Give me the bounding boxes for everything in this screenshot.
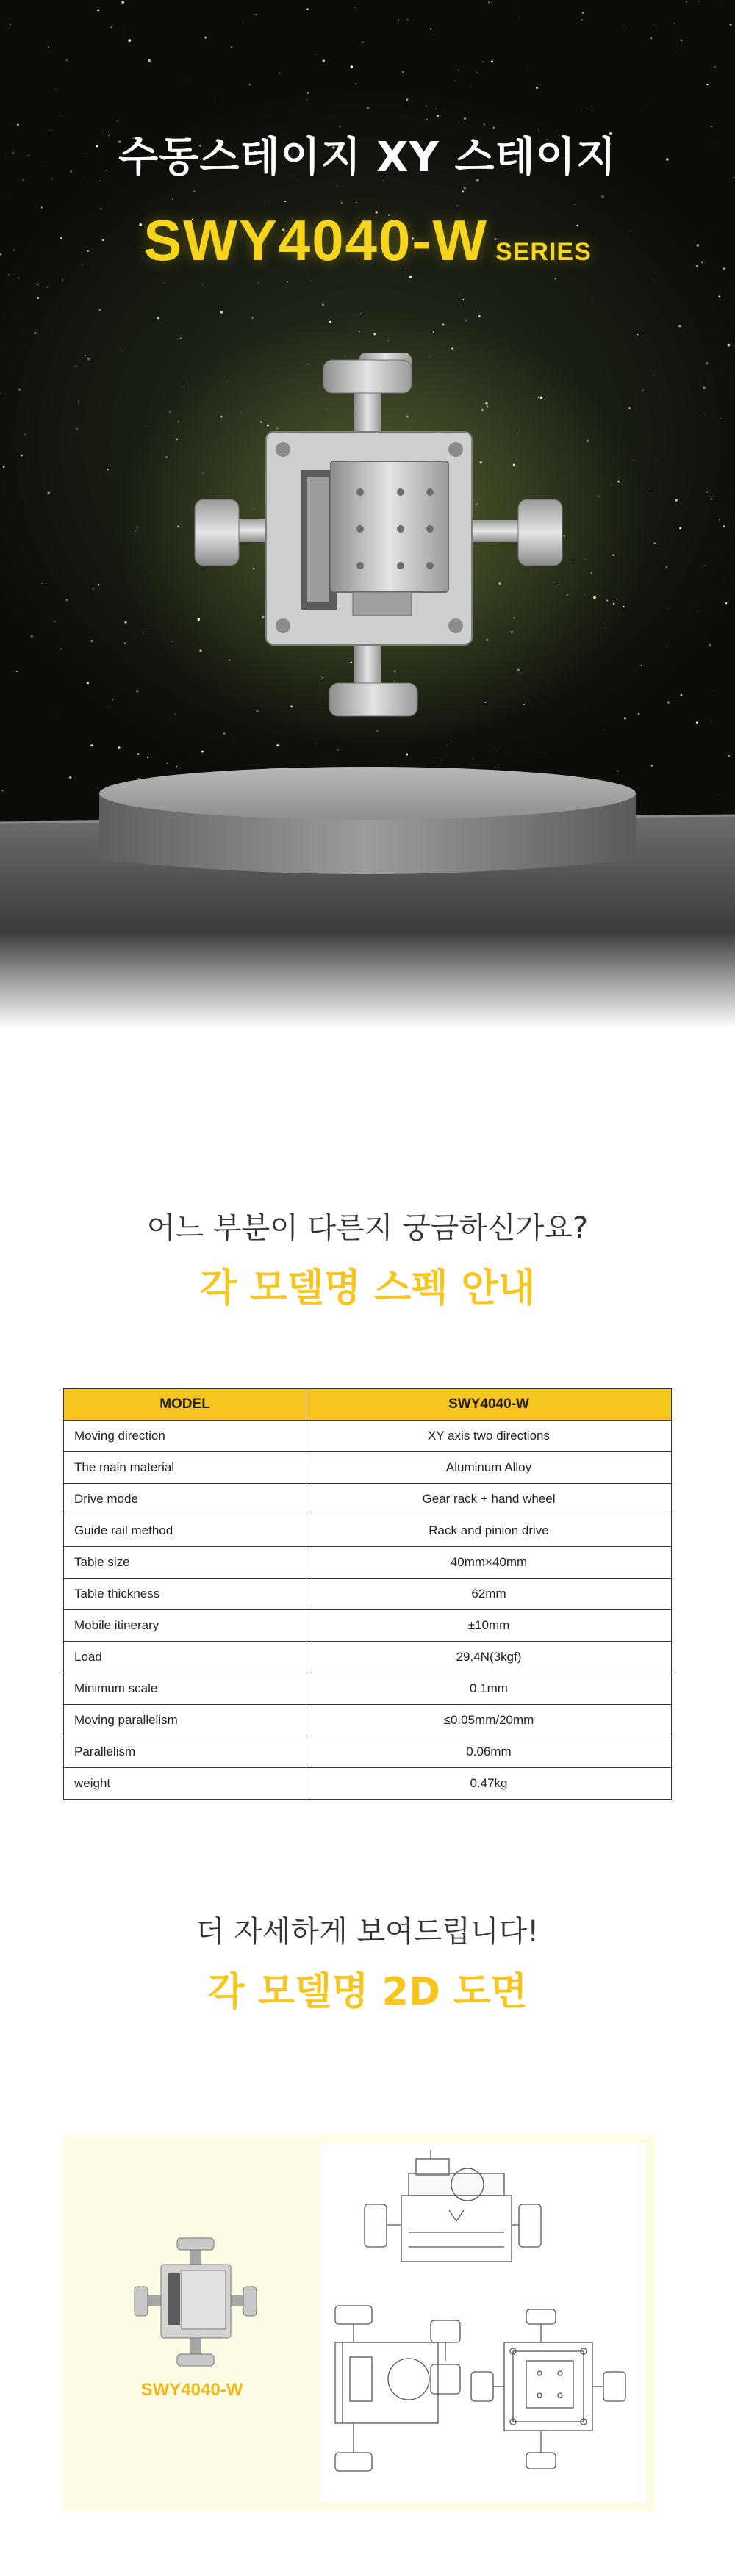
spec-question: 어느 부분이 다른지 궁금하신가요? [146,1211,589,1245]
row-value: ≤0.05mm/20mm [306,1705,672,1736]
star [465,319,467,321]
row-value: 0.47kg [306,1768,672,1800]
star [730,24,732,26]
star [48,46,49,48]
star [476,72,478,73]
star [601,195,604,198]
star [360,313,362,314]
row-value: XY axis two directions [306,1421,672,1452]
drawing-model-label: SWY4040-W [140,2380,243,2400]
star [463,299,465,300]
star [251,317,253,319]
star [193,190,196,192]
header-model-value: SWY4040-W [306,1389,672,1421]
star [367,107,369,109]
star [122,1,124,4]
star [478,315,481,317]
star [426,105,427,107]
star [279,72,280,73]
star [575,204,576,205]
row-label: Guide rail method [64,1515,306,1547]
table-row [64,1642,672,1673]
star [491,60,493,62]
star [482,61,484,62]
row-label: Moving direction [64,1421,306,1452]
row-value: 62mm [306,1579,672,1610]
row-value: Gear rack + hand wheel [306,1484,672,1515]
star [231,46,233,48]
star [204,37,207,39]
star [681,40,683,42]
hero-title: 수동스테이지 XY 스테이지 [118,134,617,181]
star [164,283,165,284]
star [10,24,11,25]
star [97,10,99,12]
header-model: MODEL [64,1389,306,1421]
star [488,1,490,3]
star [464,187,466,189]
star [65,59,68,61]
row-value: 40mm×40mm [306,1547,672,1579]
row-value: Aluminum Alloy [306,1452,672,1484]
star [409,276,412,278]
row-value: 0.1mm [306,1673,672,1705]
star [354,7,355,8]
star [407,19,409,21]
star [355,83,356,84]
star [111,26,112,28]
drawing-heading: 각 모델명 2D 도면 [207,1970,528,2014]
star [437,115,439,117]
row-label: The main material [64,1452,306,1484]
spec-table [63,1388,672,1800]
star [157,317,159,320]
star [322,59,325,62]
star [215,100,216,101]
drawing-question: 더 자세하게 보여드립니다! [196,1915,539,1949]
drawing-panel [63,2134,656,2512]
star [464,117,467,120]
star [56,88,57,89]
star [456,205,458,206]
star [706,84,708,85]
drawing-section-heading [0,1908,735,2016]
star [322,304,323,306]
row-value: 29.4N(3kgf) [306,1642,672,1673]
star [362,41,364,43]
star [426,119,428,120]
star [172,198,173,200]
hero-model-name [0,207,735,274]
star [471,86,472,87]
row-label: Drive mode [64,1484,306,1515]
row-label: Load [64,1642,306,1673]
spec-section-heading [0,1205,735,1312]
star [698,1,699,2]
row-value: ±10mm [306,1610,672,1642]
row-label: Moving parallelism [64,1705,306,1736]
star [258,283,259,284]
table-row [64,1736,672,1768]
star [356,202,357,203]
table-row [64,1705,672,1736]
star [123,30,124,31]
star [554,278,556,280]
star [581,19,583,21]
star [650,37,653,40]
star [458,69,459,71]
table-row [64,1484,672,1515]
star [117,120,118,122]
star [202,284,204,286]
star [306,99,307,100]
table-row [64,1421,672,1452]
star [62,279,63,280]
star [591,106,592,107]
spec-heading: 각 모델명 스펙 안내 [199,1266,536,1310]
row-label: Mobile itinerary [64,1610,306,1642]
star [220,311,223,314]
row-value: 0.06mm [306,1736,672,1768]
star [98,309,101,311]
star [402,71,404,73]
spec-table-header [64,1389,672,1421]
star [148,59,151,62]
row-label: Table size [64,1547,306,1579]
technical-drawing-lines [320,2144,645,2502]
star [536,87,538,89]
row-label: weight [64,1768,306,1800]
hero-model-main: SWY4040-W [143,208,489,273]
product-render [0,323,735,1028]
table-row [64,1515,672,1547]
star [17,277,18,278]
table-row [64,1579,672,1610]
star [46,287,47,288]
row-value: Rack and pinion drive [306,1515,672,1547]
star [128,39,131,42]
star [37,297,39,299]
star [255,14,256,15]
star [462,190,464,192]
table-row [64,1768,672,1800]
star [430,28,431,29]
row-label: Minimum scale [64,1673,306,1705]
star [624,25,625,26]
star [714,66,716,68]
star [340,202,343,204]
hero-banner [0,0,735,1028]
row-label: Parallelism [64,1736,306,1768]
star [718,295,720,297]
star [249,84,251,86]
table-row [64,1610,672,1642]
product-thumbnail [133,2237,258,2369]
star [7,274,10,276]
star [37,284,38,285]
star [284,201,286,203]
technical-drawing [320,2144,645,2502]
row-label: Table thickness [64,1579,306,1610]
star [582,12,584,14]
table-row [64,1452,672,1484]
star [406,98,409,101]
table-row [64,1547,672,1579]
hero-model-series: SERIES [495,238,592,266]
star [647,104,648,105]
star [287,281,289,283]
star [686,1,687,3]
star [306,8,308,10]
star [351,65,354,68]
table-row [64,1673,672,1705]
star [14,274,15,275]
star [455,80,456,81]
star [448,310,449,311]
star [673,23,675,24]
star [307,92,309,93]
star [398,19,399,20]
